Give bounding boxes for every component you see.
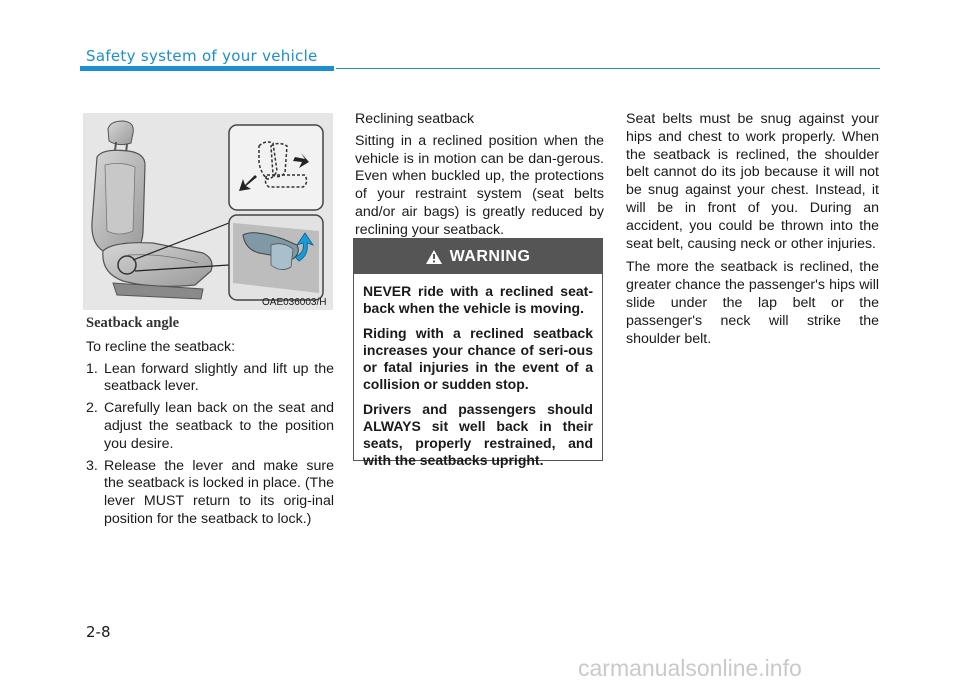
list-item xyxy=(86,400,334,453)
recline-diagram xyxy=(229,125,323,210)
step-text: Release the lever and make sure the seatback is locked in place. (The lever MUST return to its orig-inal position for the seatback to lock.) xyxy=(104,457,334,527)
intro-text: To recline the seatback: xyxy=(86,338,236,355)
warning-paragraph: NEVER ride with a reclined seat-back when the vehicle is moving. xyxy=(363,283,593,316)
middle-column xyxy=(355,111,604,240)
warning-paragraph: Drivers and passengers should ALWAYS sit well back in their seats, properly restrained, and with the seatbacks upright. xyxy=(363,401,593,468)
step-text: Lean forward slightly and lift up the seatback lever. xyxy=(104,360,334,395)
warning-title: WARNING xyxy=(449,247,531,265)
step-number: 3. xyxy=(86,457,98,474)
warning-header xyxy=(354,239,602,274)
body-paragraph: The more the seatback is reclined, the greater chance the passenger's hips will slide under the lap belt or the passenger's neck will strike the shoulder belt. xyxy=(626,259,879,347)
step-text: Carefully lean back on the seat and adjust the seatback to the position you desire. xyxy=(104,400,334,452)
body-paragraph: Seat belts must be snug against your hips and chest to work properly. When the seatback is reclined, the shoulder belt cannot do its job because it will not be snug against your chest. Instead, it will be in front of you. During an accident, you could be thrown into the seat belt, causing neck or other injuries. xyxy=(626,111,879,252)
warning-paragraph: Riding with a reclined seatback increases your chance of seri-ous or fatal injuries in the event of a collision or sudden stop. xyxy=(363,325,593,392)
warning-box xyxy=(353,238,603,468)
warning-body xyxy=(354,274,602,469)
list-item xyxy=(86,458,334,529)
warning-triangle-icon xyxy=(426,250,442,264)
step-number: 1. xyxy=(86,360,98,377)
header-rule xyxy=(336,68,880,69)
seat-illustration xyxy=(83,113,333,310)
step-number: 2. xyxy=(86,400,98,417)
watermark: carmanualsonline.info xyxy=(578,655,802,681)
seat-figure xyxy=(83,113,333,310)
right-column xyxy=(626,111,879,348)
section-header-title: Safety system of your vehicle xyxy=(86,47,318,65)
section-heading: Seatback angle xyxy=(86,315,180,331)
subsection-heading: Reclining seatback xyxy=(355,111,475,127)
figure-code: OAE036003/H xyxy=(262,297,327,308)
lever-closeup xyxy=(229,215,323,300)
body-paragraph: Sitting in a reclined position when the vehicle is in motion can be dan-gerous. Even when buckled up, the protections of your restraint system (seat belts and/or air bags) is greatly reduced by reclining your seatback. xyxy=(355,132,604,238)
header-accent-bar xyxy=(80,66,334,71)
list-item xyxy=(86,361,334,397)
left-column xyxy=(86,315,334,529)
page-number: 2-8 xyxy=(86,623,111,641)
